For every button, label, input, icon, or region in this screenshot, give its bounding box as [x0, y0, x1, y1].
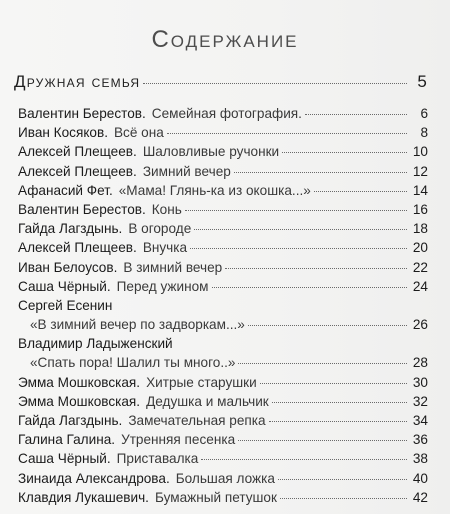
toc-entry — [18, 353, 428, 372]
entry-title: «В зимний вечер по задворкам...» — [30, 317, 245, 333]
dot-leader — [248, 325, 407, 326]
toc-entry — [18, 488, 428, 507]
entry-author: Клавдия Лукашевич. — [18, 489, 149, 505]
entry-author: Гайда Лагздынь. — [18, 221, 123, 237]
entry-title: Бумажный петушок — [154, 489, 277, 505]
entry-title: В зимний вечер — [123, 259, 223, 275]
entry-page-number: 22 — [412, 259, 428, 275]
entry-title: Дедушка и мальчик — [146, 393, 269, 409]
dot-leader — [194, 229, 407, 230]
toc-entry — [18, 430, 428, 449]
entry-author: Алексей Плещеев. — [18, 163, 137, 179]
dot-leader — [212, 287, 407, 288]
entry-author: Иван Косяков. — [18, 125, 108, 141]
entry-page-number: 24 — [412, 278, 428, 294]
entry-page-number: 28 — [412, 355, 428, 371]
toc-entry — [18, 411, 428, 430]
dot-leader — [280, 498, 407, 499]
dot-leader — [190, 248, 407, 249]
entry-author: Сергей Есенин — [18, 297, 113, 313]
dot-leader — [167, 133, 407, 134]
toc-entry — [18, 392, 428, 411]
entry-author: Саша Чёрный. — [18, 451, 111, 467]
entry-author: Алексей Плещеев. — [18, 144, 137, 160]
entry-title: «Спать пора! Шалил ты много..» — [30, 355, 236, 371]
section-title: Дружная семья — [14, 72, 141, 91]
entry-title: Перед ужином — [116, 278, 209, 294]
toc-entry — [18, 373, 428, 392]
entry-title: Хитрые старушки — [146, 374, 257, 390]
entry-page-number: 40 — [412, 470, 428, 486]
toc-entry — [18, 277, 428, 296]
toc-entry — [18, 334, 428, 353]
dot-leader — [305, 114, 407, 115]
dot-leader — [272, 402, 407, 403]
entry-author: Галина Галина. — [18, 432, 116, 448]
entry-page-number: 30 — [412, 374, 428, 390]
entry-title: Внучка — [142, 240, 188, 256]
dot-leader — [225, 268, 407, 269]
entry-page-number: 12 — [412, 163, 428, 179]
toc-entry — [18, 219, 428, 238]
entry-title: Утренняя песенка — [121, 432, 236, 448]
page-title: Содержание — [151, 26, 299, 54]
dot-leader — [234, 172, 407, 173]
entry-author: Иван Белоусов. — [18, 259, 118, 275]
dot-leader — [185, 210, 407, 211]
toc-entry — [18, 449, 428, 468]
dot-leader — [269, 421, 407, 422]
entry-author: Зинаида Александрова. — [18, 470, 170, 486]
entry-title: В огороде — [128, 221, 192, 237]
entry-author: Саша Чёрный. — [18, 278, 111, 294]
entry-title: Всё она — [113, 125, 164, 141]
dot-leader — [278, 479, 407, 480]
table-of-contents — [18, 104, 428, 507]
entry-title: «Мама! Глянь-ка из окошка...» — [118, 182, 311, 198]
toc-entry — [18, 142, 428, 161]
toc-entry — [18, 258, 428, 277]
dot-leader — [282, 152, 407, 153]
entry-page-number: 34 — [412, 413, 428, 428]
entry-title: Семейная фотография. — [151, 106, 302, 121]
entry-title: Конь — [151, 201, 182, 217]
dot-leader — [201, 459, 407, 460]
toc-entry — [18, 315, 428, 334]
entry-page-number: 32 — [412, 393, 428, 409]
entry-page-number: 42 — [412, 489, 428, 505]
entry-title: Приставалка — [116, 451, 199, 467]
dot-leader — [238, 363, 407, 364]
toc-entry — [18, 123, 428, 142]
dot-leader — [314, 191, 407, 192]
entry-title: Большая ложка — [175, 470, 275, 486]
entry-title: Шаловливые ручонки — [142, 144, 280, 160]
toc-entry — [18, 296, 428, 315]
entry-author: Эмма Мошковская. — [18, 393, 141, 409]
entry-page-number: 16 — [412, 201, 428, 217]
entry-author: Владимир Ладыженский — [18, 336, 173, 352]
entry-page-number: 6 — [420, 106, 428, 121]
entry-author: Алексей Плещеев. — [18, 240, 137, 256]
entry-page-number: 36 — [412, 432, 428, 448]
entry-author: Эмма Мошковская. — [18, 374, 141, 390]
toc-entry — [18, 469, 428, 488]
entry-page-number: 26 — [412, 317, 428, 333]
section-heading — [14, 72, 428, 94]
entry-page-number: 14 — [412, 182, 428, 198]
entry-page-number: 38 — [412, 451, 428, 467]
dot-leader — [238, 440, 407, 441]
toc-entry — [18, 200, 428, 219]
toc-entry — [18, 162, 428, 181]
entry-page-number: 20 — [412, 240, 428, 256]
dot-leader — [143, 83, 407, 84]
entry-title: Зимний вечер — [142, 163, 231, 179]
toc-entry — [18, 104, 428, 123]
entry-author: Гайда Лагздынь. — [18, 413, 123, 428]
toc-entry — [18, 181, 428, 200]
entry-page-number: 18 — [412, 221, 428, 237]
entry-author: Валентин Берестов. — [18, 201, 146, 217]
entry-page-number: 10 — [412, 144, 428, 160]
entry-author: Афанасий Фет. — [18, 182, 113, 198]
entry-author: Валентин Берестов. — [18, 106, 146, 121]
entry-title: Замечательная репка — [128, 413, 266, 428]
dot-leader — [260, 383, 407, 384]
entry-page-number: 8 — [420, 125, 428, 141]
toc-entry — [18, 238, 428, 257]
section-page-number: 5 — [417, 72, 428, 91]
